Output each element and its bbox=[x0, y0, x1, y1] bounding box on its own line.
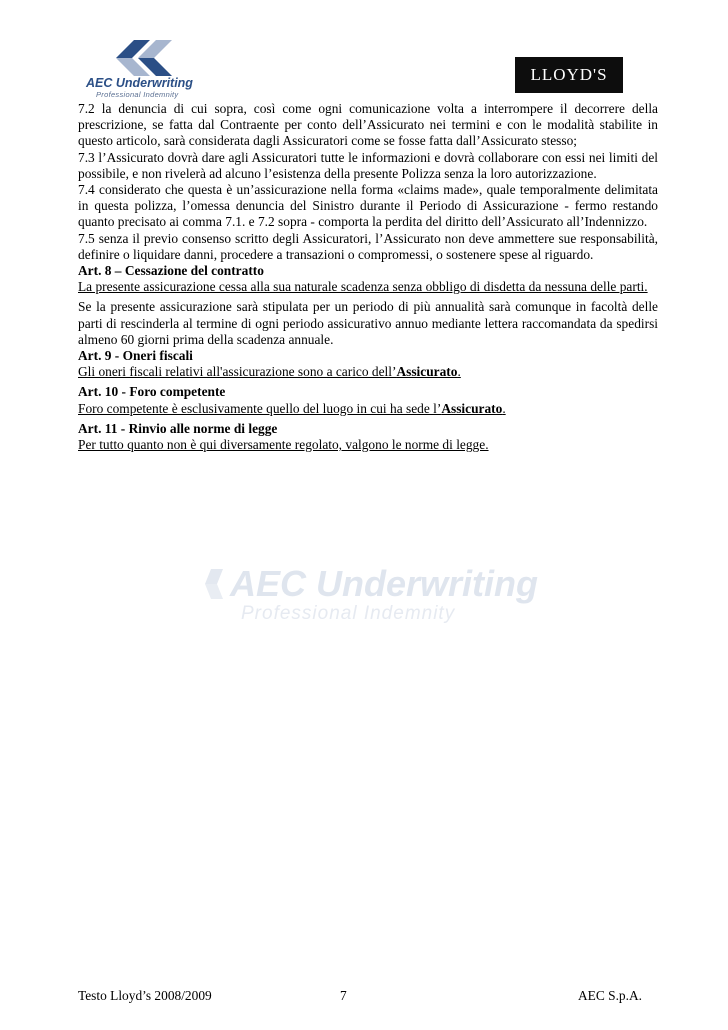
aec-logo-name: AEC Underwriting bbox=[86, 76, 193, 90]
paragraph-7-5: 7.5 senza il previo consenso scritto degli Assicuratori, l’Assicurato non deve ammettere sue responsabilità, definire o liquidare danni, procedere a transazioni o compromessi, o sostenere spese al riguardo. bbox=[78, 230, 658, 262]
lloyds-logo-text: LLOYD'S bbox=[530, 65, 608, 84]
art-8-paragraph-2: Se la presente assicurazione sarà stipulata per un periodo di più annualità sarà comunque in facoltà delle parti di rescinderla al termine di ogni periodo assicurativo annuo mediante lettera raccomandata da spedirsi almeno 60 giorni prima della scadenza annuale. bbox=[78, 299, 658, 347]
art-10-text-end: . bbox=[502, 400, 506, 416]
footer-page-number: 7 bbox=[340, 988, 347, 1003]
aec-logo-tagline: Professional Indemnity bbox=[96, 90, 179, 99]
lloyds-logo bbox=[515, 57, 623, 93]
watermark-line1: AEC Underwriting bbox=[230, 563, 539, 604]
aec-logo bbox=[82, 38, 232, 100]
art-8-paragraph-1: La presente assicurazione cessa alla sua naturale scadenza senza obbligo di disdetta da nessuna delle parti. bbox=[78, 279, 648, 295]
watermark-line2: Professional Indemnity bbox=[241, 603, 456, 624]
art-8-heading: Art. 8 – Cessazione del contratto bbox=[78, 263, 264, 279]
watermark-chevrons-icon bbox=[205, 569, 229, 599]
art-11-heading: Art. 11 - Rinvio alle norme di legge bbox=[78, 420, 278, 436]
art-9-text-end: . bbox=[457, 364, 461, 380]
art-9-heading: Art. 9 - Oneri fiscali bbox=[78, 348, 193, 364]
footer-company: AEC S.p.A. bbox=[578, 988, 642, 1003]
art-9-text-bold: Assicurato bbox=[396, 364, 458, 380]
footer-document-title: Testo Lloyd’s 2008/2009 bbox=[78, 988, 212, 1003]
paragraph-7-2: 7.2 la denuncia di cui sopra, così come ogni comunicazione volta a interrompere il decorrere della prescrizione, se fatta dal Contraente per conto dell’Assicurato nei termini e con le modalità stabilite in questo articolo, sarà considerata dagli Assicuratori come se fosse fatta dall’Assicurato stesso; bbox=[78, 101, 658, 149]
art-9-text bbox=[78, 364, 658, 380]
art-10-heading: Art. 10 - Foro competente bbox=[78, 384, 226, 400]
art-9-text-main: Gli oneri fiscali relativi all'assicurazione sono a carico dell’ bbox=[78, 364, 397, 380]
document-body bbox=[78, 101, 658, 453]
art-11-text: Per tutto quanto non è qui diversamente regolato, valgono le norme di legge. bbox=[78, 437, 489, 453]
aec-chevrons-icon bbox=[116, 40, 180, 76]
art-10-text bbox=[78, 401, 658, 417]
paragraph-7-3: 7.3 l’Assicurato dovrà dare agli Assicuratori tutte le informazioni e dovrà collaborare con essi nei limiti del possibile, e non rivelerà ad alcuno l’esistenza della presente Polizza senza la loro autorizzazione. bbox=[78, 149, 658, 181]
art-10-text-main: Foro competente è esclusivamente quello del luogo in cui ha sede l’ bbox=[78, 400, 442, 416]
paragraph-7-4: 7.4 considerato che questa è un’assicurazione nella forma «claims made», quale temporalmente delimitata in questa polizza, l’omessa denuncia del Sinistro durante il Periodo di Assicurazione - fermo restando quanto precisato ai comma 7.1. e 7.2 sopra - comporta la perdita del diritto dell’Assicurato all’Indennizzo. bbox=[78, 182, 658, 230]
art-10-text-bold: Assicurato bbox=[441, 400, 503, 416]
watermark bbox=[205, 545, 539, 645]
